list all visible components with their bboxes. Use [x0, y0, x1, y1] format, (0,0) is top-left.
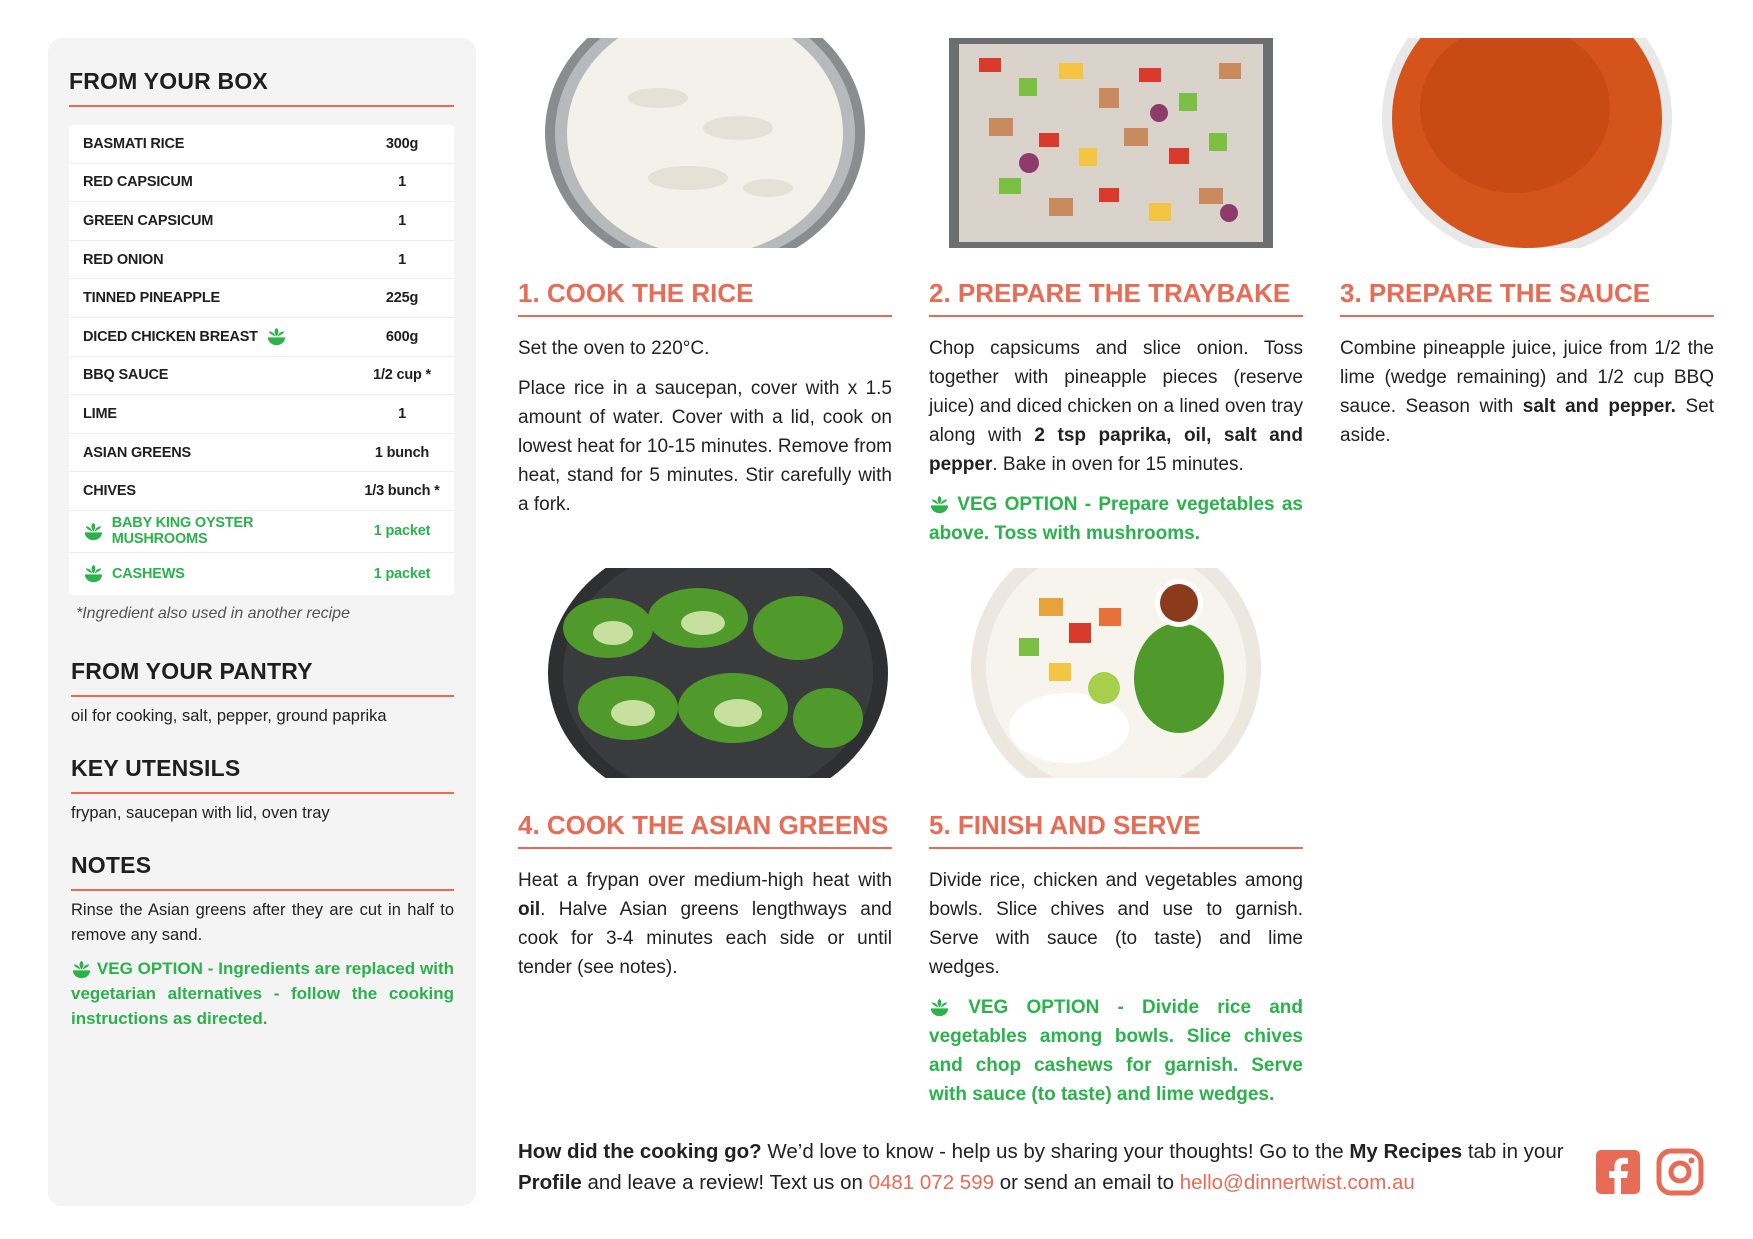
notes-title: NOTES [71, 852, 454, 891]
ingredient-qty: 225g [385, 290, 419, 307]
utensils-text: frypan, saucepan with lid, oven tray [71, 804, 330, 822]
notes-veg-option [71, 956, 454, 1031]
utensils-title: KEY UTENSILS [71, 755, 454, 794]
step-3-text-bold: salt and pepper. [1522, 396, 1676, 417]
finished-dish-photo [929, 568, 1303, 778]
step-2-title: 2. PREPARE THE TRAYBAKE [929, 278, 1303, 317]
footer-text: or send an email to [994, 1171, 1180, 1194]
ingredient-name: BASMATI RICE [83, 135, 185, 152]
ingredient-qty: 1 packet [373, 565, 431, 582]
footer-question: How did the cooking go? [518, 1140, 762, 1163]
rice-photo [518, 38, 892, 248]
step-2-veg-option [929, 490, 1303, 548]
ingredient-qty: 600g [385, 328, 419, 345]
ingredient-row [69, 318, 454, 357]
ingredients-panel [48, 38, 476, 1206]
ingredient-qty: 1 [398, 251, 406, 268]
step-1-title: 1. COOK THE RICE [518, 278, 892, 317]
traybake-photo [929, 38, 1303, 248]
ingredient-qty: 1 [398, 405, 406, 422]
ingredient-name: RED CAPSICUM [83, 174, 193, 191]
step-3-title: 3. PREPARE THE SAUCE [1340, 278, 1714, 317]
leaf-icon [71, 960, 92, 979]
ingredients-table [69, 125, 454, 595]
my-recipes-link[interactable]: My Recipes [1349, 1140, 1463, 1163]
step-5-veg-option [929, 993, 1303, 1109]
step-1-text-b: Place rice in a saucepan, cover with x 1.5 amount of water. Cover with a lid, cook on lowest heat for 10-15 minutes. Remove from heat, stand for 5 minutes. Stir carefully with a fork. [518, 378, 892, 515]
leaf-icon [266, 327, 287, 346]
step-2-text-end: . Bake in oven for 15 minutes. [992, 454, 1244, 475]
step-5-veg-text: VEG OPTION - Divide rice and vegetables among bowls. Slice chives and chop cashews for garnish. Serve with sauce (to taste) and lime wedges. [929, 997, 1303, 1105]
ingredient-row-veg [69, 553, 454, 595]
step-3-body [1340, 334, 1714, 461]
leaf-icon [83, 564, 104, 583]
leaf-icon [929, 495, 950, 514]
step-1-body [518, 334, 892, 530]
profile-link[interactable]: Profile [518, 1171, 582, 1194]
ingredient-name: RED ONION [83, 251, 164, 268]
sauce-photo [1340, 38, 1714, 248]
footer-text: We’d love to know - help us by sharing your thoughts! Go to the [761, 1140, 1350, 1163]
footer-text: tab in your [1462, 1140, 1564, 1163]
step-2-veg-text: VEG OPTION - Prepare vegetables as above. Toss with mushrooms. [929, 494, 1303, 544]
ingredient-qty: 1/2 cup * [373, 367, 431, 384]
ingredient-qty: 1 [398, 174, 406, 191]
ingredient-row [69, 202, 454, 241]
leaf-icon [83, 522, 104, 541]
ingredient-name: CHIVES [83, 483, 136, 500]
ingredient-row [69, 164, 454, 203]
notes-veg-text: VEG OPTION - Ingredients are replaced with vegetarian alternatives - follow the cooking instructions as directed. [71, 959, 454, 1028]
ingredient-name-wrap [83, 327, 350, 346]
ingredient-qty: 300g [385, 135, 419, 152]
step-2-text: Chop capsicums and slice onion. Toss together with pineapple pieces (reserve juice) and diced chicken on a lined oven tray along with [929, 338, 1303, 446]
ingredient-name: DICED CHICKEN BREAST [83, 328, 258, 345]
ingredient-name: ASIAN GREENS [83, 444, 191, 461]
ingredient-qty: 1 bunch [374, 444, 430, 461]
step-3-text: Combine pineapple juice, juice from 1/2 the lime (wedge remaining) and 1/2 cup BBQ sauce. Season with [1340, 338, 1714, 417]
ingredient-qty: 1/3 bunch * [364, 483, 440, 500]
phone-link[interactable]: 0481 072 599 [868, 1171, 994, 1194]
step-4-title: 4. COOK THE ASIAN GREENS [518, 810, 892, 849]
facebook-icon[interactable] [1594, 1148, 1642, 1196]
leaf-icon [929, 998, 950, 1017]
footnote: *Ingredient also used in another recipe [76, 605, 350, 622]
ingredient-name: BBQ SAUCE [83, 367, 169, 384]
ingredient-qty: 1 [398, 212, 406, 229]
step-4-body [518, 866, 892, 993]
step-2-text-bold: 2 tsp paprika, oil, salt and pepper [929, 425, 1303, 475]
from-box-title: FROM YOUR BOX [69, 68, 454, 107]
step-4-text-end: . Halve Asian greens lengthways and cook for 3-4 minutes each side or until tender (see notes). [518, 899, 892, 978]
step-2-body [929, 334, 1303, 490]
ingredient-name: LIME [83, 405, 117, 422]
ingredient-row [69, 395, 454, 434]
footer-text: and leave a review! Text us on [581, 1171, 869, 1194]
ingredient-name: BABY KING OYSTER MUSHROOMS [111, 515, 254, 548]
ingredient-row-veg [69, 511, 454, 553]
ingredient-name: CASHEWS [112, 565, 185, 582]
step-3-text-end: Set aside. [1340, 396, 1714, 446]
email-link[interactable]: hello@dinnertwist.com.au [1179, 1171, 1415, 1194]
ingredient-qty: 1 packet [373, 523, 431, 540]
ingredient-name-wrap [83, 515, 350, 547]
step-5-body [929, 866, 1303, 993]
ingredient-row [69, 357, 454, 396]
pantry-text: oil for cooking, salt, pepper, ground paprika [71, 707, 387, 725]
step-5-text: Divide rice, chicken and vegetables among bowls. Slice chives and use to garnish. Serve with sauce (to taste) and lime wedges. [929, 870, 1303, 978]
feedback-footer [518, 1136, 1578, 1198]
pantry-title: FROM YOUR PANTRY [71, 658, 454, 697]
ingredient-name-wrap [83, 564, 350, 583]
instagram-icon[interactable] [1656, 1148, 1704, 1196]
step-5-title: 5. FINISH AND SERVE [929, 810, 1303, 849]
notes-text: Rinse the Asian greens after they are cut in half to remove any sand. [71, 901, 454, 944]
ingredient-row [69, 434, 454, 473]
ingredient-row [69, 279, 454, 318]
ingredient-row [69, 472, 454, 511]
step-4-text: Heat a frypan over medium-high heat with [518, 870, 892, 891]
ingredient-row [69, 241, 454, 280]
ingredient-name: GREEN CAPSICUM [83, 212, 214, 229]
ingredient-row [69, 125, 454, 164]
asian-greens-photo [518, 568, 892, 778]
step-4-text-bold: oil [518, 899, 541, 920]
step-1-text-a: Set the oven to 220°C. [518, 338, 710, 359]
ingredient-name: TINNED PINEAPPLE [83, 290, 220, 307]
